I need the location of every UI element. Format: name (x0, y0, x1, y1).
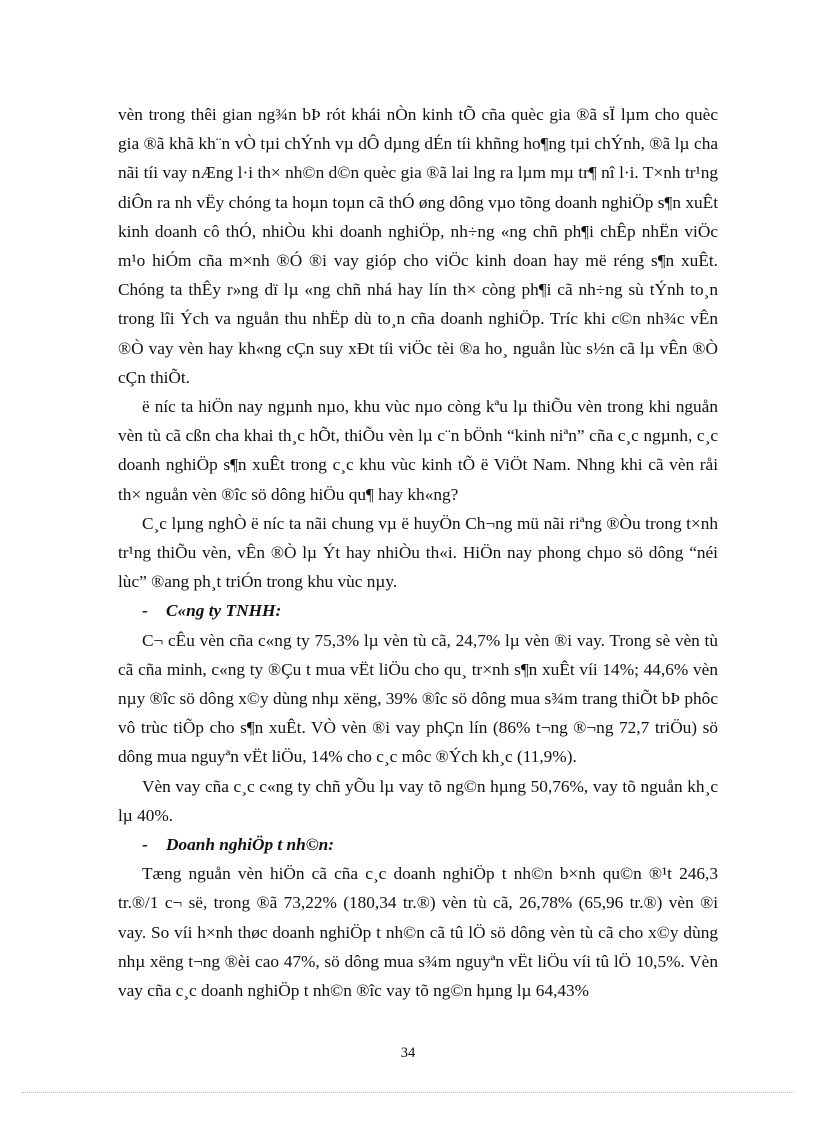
page-number: 34 (400, 1045, 416, 1061)
heading-company (118, 596, 718, 625)
heading-dash: - (142, 601, 148, 621)
heading-private-label: Doanh nghiÖp t nh©n: (166, 835, 335, 855)
paragraph-capital-shortage: ë níc ta hiÖn nay ngµnh nµo, khu vùc nµo còng kªu lµ thiÕu vèn trong khi nguån vèn tù cã cßn cha khai th¸c hÕt, thiÕu vèn lµ c¨n bÖnh “kinh niªn” cña c¸c ngµnh, c¸c doanh nghiÖp s¶n xuÊt trong c¸c khu vùc kinh tÕ ë ViÖt Nam. Nhng khi cã vèn råi th× nguån vèn ®îc sö dông hiÖu qu¶ hay kh«ng? (118, 397, 718, 504)
paragraph-company-loans: Vèn vay cña c¸c c«ng ty chñ yÕu lµ vay tõ ng©n hµng 50,76%, vay tõ nguån kh¸c lµ 40%. (118, 776, 718, 825)
heading-dash: - (142, 835, 148, 855)
heading-company-label: C«ng ty TNHH: (166, 601, 282, 621)
heading-private-enterprise (118, 830, 718, 859)
paragraph-private-capital: Tæng nguån vèn hiÖn cã cña c¸c doanh nghiÖp t nh©n b×nh qu©n ®¹t 246,3 tr.®/1 c¬ së, trong ®ã 73,22% (180,34 tr.®) vèn tù cã, 26,78% (65,96 tr.®) vèn ®i vay. So víi h×nh thøc doanh nghiÖp t nh©n cã tû lÖ sö dông vèn tù cã cho x©y dùng nhµ xëng t¬ng ®èi cao 47%, sö dông mua s¾m nguyªn vËt liÖu víi tû lÖ 10,5%. Vèn vay cña c¸c doanh nghiÖp t nh©n ®îc vay tõ ng©n hµng lµ 64,43% (118, 864, 718, 1001)
paragraph-craft-villages: C¸c lµng nghÒ ë níc ta nãi chung vµ ë huyÖn Ch¬ng mü nãi riªng ®Òu trong t×nh tr¹ng thiÕu vèn, vÊn ®Ò lµ Ýt hay nhiÒu th«i. HiÖn nay phong chµo sö dông “néi lùc” ®ang ph¸t triÓn trong khu vùc nµy. (118, 513, 718, 592)
paragraph-company-capital: C¬ cÊu vèn cña c«ng ty 75,3% lµ vèn tù cã, 24,7% lµ vèn ®i vay. Trong sè vèn tù cã cña minh, c«ng ty ®Çu t mua vËt liÖu cho qu¸ tr×nh s¶n xuÊt víi 14%; 44,6% vèn nµy ®îc sö dông x©y dùng nhµ xëng, 39% ®îc sö dông mua s¾m trang thiÕt bÞ phôc vô trùc tiÕp cho s¶n xuÊt. VÒ vèn ®i vay phÇn lín (86% t¬ng ®¬ng 72,7 triÖu) sö dông mua nguyªn vËt liÖu, 14% cho c¸c môc ®Ých kh¸c (11,9%). (118, 630, 718, 767)
paragraph-capital-intro: vèn trong thêi gian ng¾n bÞ rót khái nÒn kinh tÕ cña quèc gia ®ã sÏ lµm cho quèc gia ®ã khã kh¨n vÒ tµi chÝnh vµ dÔ dµng dÉn tíi khñng ho¶ng tµi chÝnh, ®ã lµ cha nãi tíi vay nÆng l·i th× nh©n d©n quèc gia ®ã lai lng ra lµm mµ tr¶ nî l·i. T×nh tr¹ng diÔn ra nh vËy chóng ta hoµn toµn cã thÓ øng dông vµo tõng doanh nghiÖp s¶n xuÊt kinh doanh cô thÓ, nhiÒu khi doanh nghiÖp, nh÷ng «ng chñ ph¶i chÊp nhËn viÖc m¹o hiÓm cña m×nh ®Ó ®i vay gióp cho viÖc kinh doan hay më réng s¶n xuÊt. Chóng ta thÊy r»ng dï lµ «ng chñ nhá hay lín th× còng ph¶i cã nh÷ng sù tÝnh to¸n trong lîi Ých va nguån thu nhËp dù to¸n cña doanh nghiÖp. Tríc khi c©n nh¾c vÊn ®Ò vay vèn hay kh«ng cÇn suy xÐt tíi viÖc tèi ®a ho¸ nguån lùc s½n cã lµ vÊn ®Ò cÇn thiÕt. (118, 105, 718, 387)
footer-dotted-rule (22, 1092, 794, 1093)
document-body (118, 100, 718, 1005)
